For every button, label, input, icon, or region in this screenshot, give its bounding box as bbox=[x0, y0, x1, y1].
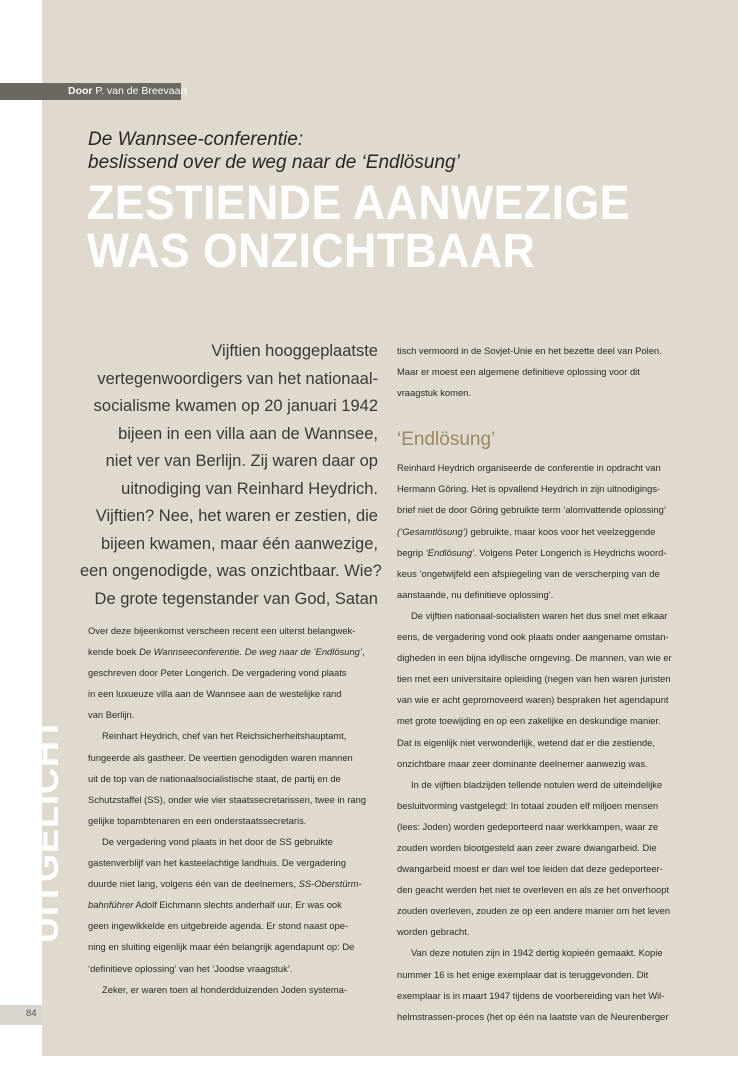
text-line: duurde niet lang, volgens één van de deelnemers, SS-Oberstürm- bbox=[88, 878, 362, 890]
article-headline bbox=[87, 177, 682, 278]
intro-line: bijeen kwamen, maar één aanwezige, bbox=[101, 534, 378, 553]
text-line: gastenverblijf van het kasteelachtige landhuis. De vergadering bbox=[88, 857, 346, 869]
text-line: Reinhard Heydrich organiseerde de conferentie in opdracht van bbox=[397, 462, 661, 474]
text-line: De vergadering vond plaats in het door de SS gebruikte bbox=[102, 835, 333, 847]
text-line: tisch vermoord in de Sovjet-Unie en het bezette deel van Polen. bbox=[397, 345, 662, 356]
subtitle-line: beslissend over de weg naar de ‘Endlösung’ bbox=[88, 152, 460, 173]
body-column-left bbox=[88, 620, 386, 1000]
text-line: (lees: Joden) worden gedeporteerd naar werkkampen, waar ze bbox=[397, 820, 659, 832]
text-line: digheden in een bijna idyllische omgeving. De mannen, van wie er bbox=[397, 652, 672, 664]
body-column-right bbox=[397, 340, 697, 1027]
text-line: uit de top van de nationaalsocialistische staat, de partij en de bbox=[88, 772, 341, 784]
intro-line: Vijftien hooggeplaatste bbox=[211, 342, 378, 360]
text-line: Zeker, er waren toen al honderdduizenden Joden systema- bbox=[102, 983, 347, 995]
intro-line: uitnodiging van Reinhard Heydrich. bbox=[121, 479, 378, 498]
paragraph bbox=[88, 620, 386, 725]
text-line: De vijftien nationaal-socialisten waren het dus snel met elkaar bbox=[411, 609, 668, 621]
text-line: nummer 16 is het enige exemplaar dat is teruggevonden. Dit bbox=[397, 968, 649, 980]
text-line: zouden overleven, zouden ze op een andere manier om het leven bbox=[397, 905, 671, 917]
intro-line: Vijftien? Nee, het waren er zestien, die bbox=[95, 507, 378, 525]
text-line: kende boek De Wannseeconferentie. De weg naar de ‘Endlösung’, bbox=[88, 646, 365, 658]
intro-line: niet ver van Berlijn. Zij waren daar op bbox=[105, 452, 378, 470]
text-line: eens, de vergadering vond ook plaats onder aangename omstan- bbox=[397, 631, 669, 643]
text-line: geen ingewikkelde en uitgebreide agenda. Er stond naast ope- bbox=[88, 920, 349, 932]
byline-author: P. van de Breevaart bbox=[95, 85, 187, 97]
text-line: dwangarbeid moest er dan wel toe leiden dat deze gedeporteer- bbox=[397, 863, 663, 875]
text-line: Over deze bijeenkomst verscheen recent een uiterst belangwek- bbox=[88, 625, 356, 636]
intro-line: een ongenodigde, was onzichtbaar. Wie? bbox=[80, 562, 382, 580]
text-line: aanstaande, nu definitieve oplossing’. bbox=[397, 588, 554, 600]
section-label bbox=[25, 710, 66, 950]
text-line: Van deze notulen zijn in 1942 dertig kopieën gemaakt. Kopie bbox=[411, 947, 663, 959]
text-line: Schutzstaffel (SS), onder wie vier staatssecretarissen, twee in rang bbox=[88, 793, 367, 805]
paragraph bbox=[88, 979, 386, 1000]
paragraph bbox=[88, 831, 386, 979]
text-line: gelijke topambtenaren en een onderstaatssecretaris. bbox=[88, 814, 307, 826]
paragraph bbox=[397, 942, 697, 1026]
section-heading: ‘Endlösung’ bbox=[397, 429, 496, 451]
text-line: Maar er moest een algemene definitieve oplossing voor dit bbox=[397, 366, 640, 378]
subtitle-line: De Wannsee-conferentie: bbox=[88, 129, 304, 150]
paragraph bbox=[88, 725, 386, 830]
text-line: besluitvorming vastgelegd: In totaal zouden elf miljoen mensen bbox=[397, 799, 659, 811]
text-line: exemplaar is in maart 1947 tijdens de voorbereiding van het Wil- bbox=[397, 989, 665, 1001]
text-line: Reinhart Heydrich, chef van het Reichsicherheitshauptamt, bbox=[102, 730, 347, 742]
headline-line: ZESTIENDE AANWEZIGE bbox=[87, 177, 630, 230]
intro-line: bijeen in een villa aan de Wannsee, bbox=[118, 424, 378, 443]
paragraph bbox=[397, 457, 697, 605]
text-line: (‘Gesamtlösung’) gebruikte, maar koos voor het veelzeggende bbox=[397, 525, 656, 537]
text-line: ‘definitieve oplossing’ van het ‘Joodse vraagstuk’. bbox=[88, 962, 293, 974]
text-line: geschreven door Peter Longerich. De vergadering vond plaats bbox=[88, 667, 347, 679]
byline-prefix: Door bbox=[68, 85, 93, 97]
text-line: brief niet de door Göring gebruikte term ‘alomvattende oplossing’ bbox=[397, 504, 666, 516]
byline bbox=[68, 84, 187, 99]
paragraph bbox=[397, 340, 697, 403]
paragraph bbox=[397, 774, 697, 943]
text-line: van wie er acht gepromoveerd waren) bespraken het agendapunt bbox=[397, 694, 669, 706]
text-line: helmstrassen-proces (het op één na laatste van de Neurenberger bbox=[397, 1010, 669, 1022]
text-line: keus ‘ongetwijfeld een afspiegeling van de verscherping van de bbox=[397, 567, 660, 579]
text-line: tien met een universitaire opleiding (negen van hen waren juristen bbox=[397, 673, 671, 685]
intro-lead bbox=[80, 338, 382, 613]
intro-line: socialisme kwamen op 20 januari 1942 bbox=[93, 397, 378, 415]
book-title: De Wannseeconferentie. De weg naar de ‘Endlösung’ bbox=[139, 646, 362, 658]
text-line: den geacht werden het niet te overleven en als ze het onverhoopt bbox=[397, 884, 670, 896]
headline-line: WAS ONZICHTBAAR bbox=[87, 225, 536, 278]
text-line: ning en sluiting eigenlijk maar één belangrijk agendapunt op: De bbox=[88, 941, 355, 953]
text-line: worden gebracht. bbox=[397, 926, 470, 938]
intro-line: De grote tegenstander van God, Satan bbox=[94, 589, 378, 608]
section-label-text: UITGELICHT bbox=[25, 717, 66, 943]
text-line: van Berlijn. bbox=[88, 709, 135, 721]
text-line: Dat is eigenlijk niet verwonderlijk, wetend dat er die zestiende, bbox=[397, 736, 655, 748]
text-line: Hermann Göring. Het is opvallend Heydrich in zijn uitnodigings- bbox=[397, 483, 661, 495]
intro-line: vertegenwoordigers van het nationaal- bbox=[97, 369, 378, 388]
text-line: begrip ‘Endlösung’. Volgens Peter Longerich is Heydrichs woord- bbox=[397, 546, 667, 558]
text-line: onzichtbare maar zeer dominante deelnemer aanwezig was. bbox=[397, 757, 648, 769]
text-line: zouden worden blootgesteld aan zeer zware dwangarbeid. Die bbox=[397, 841, 657, 853]
text-line: fungeerde als gastheer. De veertien genodigden waren mannen bbox=[88, 751, 353, 763]
page-number: 84 bbox=[26, 1008, 37, 1019]
text-line: vraagstuk komen. bbox=[397, 387, 471, 399]
text-line: in een luxueuze villa aan de Wannsee aan de westelijke rand bbox=[88, 688, 342, 700]
paragraph bbox=[397, 605, 697, 774]
text-line: In de vijftien bladzijden tellende notulen werd de uiteindelijke bbox=[411, 778, 663, 790]
text-line: met grote toewijding en op een zakelijke en deskundige manier. bbox=[397, 715, 661, 727]
article-subtitle bbox=[88, 128, 648, 174]
text-line: bahnführer Adolf Eichmann slechts anderhalf uur. Er was ook bbox=[88, 899, 342, 911]
